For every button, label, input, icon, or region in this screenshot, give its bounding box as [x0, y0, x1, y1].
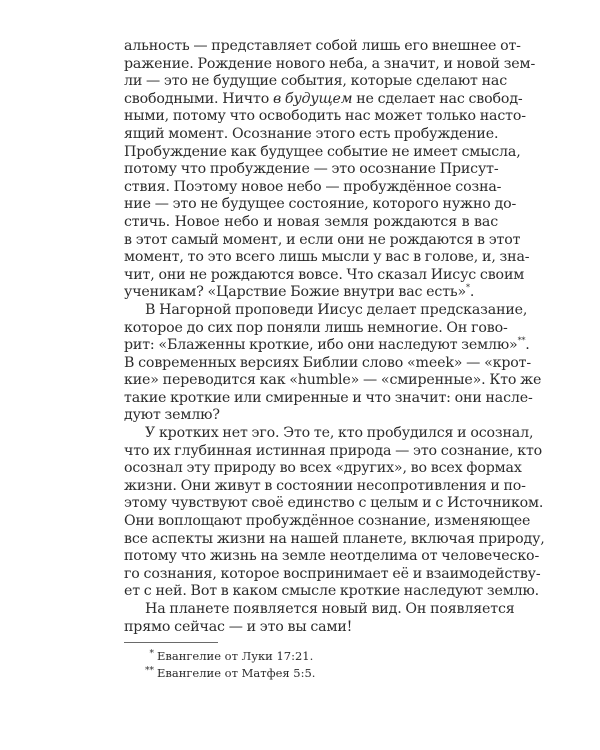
footnote-reference: **: [517, 336, 526, 346]
text-line: чит, они не рождаются вовсе. Что сказал Иисус своим: [124, 266, 525, 283]
paragraph: [124, 38, 536, 302]
footnote: [124, 665, 498, 682]
text-line: в этот самый момент, и если они не рождаются в этот: [124, 231, 521, 248]
text-line: этому чувствуют своё единство с целым и с Источником.: [124, 495, 544, 512]
text-line: ученикам? «Царствие Божие внутри вас есть»*.: [124, 283, 475, 301]
text-line: которое до сих пор поняли лишь немногие. Он гово-: [124, 319, 508, 336]
text-line: рит: «Блаженны кроткие, ибо они наследуют землю»**.: [124, 336, 530, 354]
page-body: [124, 38, 545, 636]
text-line: У кротких нет эго. Это те, кто пробудился и осознал,: [145, 425, 534, 442]
text-line: осознал эту природу во всех «других», во всех формах: [124, 460, 522, 477]
text-line: В современных версиях Библии слово «meek» — «крот-: [124, 354, 531, 371]
text-line: потому что жизнь на земле неотделима от человеческо-: [124, 548, 540, 565]
text-line: жизни. Они живут в состоянии несопротивления и по-: [124, 477, 526, 494]
text-line: ет с ней. Вот в каком смысле кроткие наследуют землю.: [124, 583, 540, 600]
text-line: Они воплощают пробуждённое сознание, изменяющее: [124, 513, 531, 530]
text-line: На планете появляется новый вид. Он появляется: [145, 601, 515, 617]
footnote-divider: [124, 642, 218, 643]
text-line: кие» переводится как «humble» — «смиренные». Кто же: [124, 372, 542, 389]
text-line: ствия. Поэтому новое небо — пробуждённое созна-: [124, 178, 502, 195]
text-line: ние — это не будущее состояние, которого нужно до-: [124, 196, 517, 213]
text-line: дуют землю?: [124, 407, 220, 424]
text-line: что их глубинная истинная природа — это сознание, кто: [124, 442, 543, 459]
text-line: Пробуждение как будущее событие не имеет смысла,: [124, 143, 521, 160]
footnote-mark: *: [149, 649, 154, 659]
footnotes: [124, 648, 498, 682]
text-line: ящий момент. Осознание этого есть пробуждение.: [124, 125, 499, 142]
footnote: [124, 648, 498, 665]
text-line: свободными. Ничто в будущем не сделает нас свобод-: [124, 90, 523, 107]
text-line: ли — это не будущие события, которые сделают нас: [124, 73, 508, 90]
footnote-reference: *: [466, 283, 470, 293]
text-line: В Нагорной проповеди Иисус делает предсказание,: [145, 301, 528, 318]
text-line: альность — представляет собой лишь его внешнее от-: [124, 38, 521, 54]
footnote-mark: **: [145, 666, 154, 676]
paragraph: [124, 425, 545, 601]
text-line: потому что пробуждение — это осознание Присут-: [124, 161, 499, 178]
paragraph: [124, 301, 542, 425]
text-line: ными, потому что освободить нас может только насто-: [124, 108, 526, 125]
text-line: все аспекты жизни на нашей планете, включая природу,: [124, 530, 545, 547]
text-line: стичь. Новое небо и новая земля рождаются в вас: [124, 213, 498, 230]
text-line: прямо сейчас — и это вы сами!: [124, 618, 353, 635]
emphasis: в будущем: [272, 90, 353, 107]
paragraph: [124, 601, 515, 636]
footnote-text: Евангелие от Матфея 5:5.: [157, 666, 316, 680]
footnote-text: Евангелие от Луки 17:21.: [157, 649, 314, 663]
text-line: ражение. Рождение нового неба, а значит, и новой зем-: [124, 55, 536, 72]
text-line: го сознания, которое воспринимает её и взаимодейству-: [124, 565, 541, 582]
text-line: такие кроткие или смиренные и что значит: они насле-: [124, 389, 533, 406]
text-line: момент, то это всего лишь мысли у вас в голове, и, зна-: [124, 249, 530, 266]
